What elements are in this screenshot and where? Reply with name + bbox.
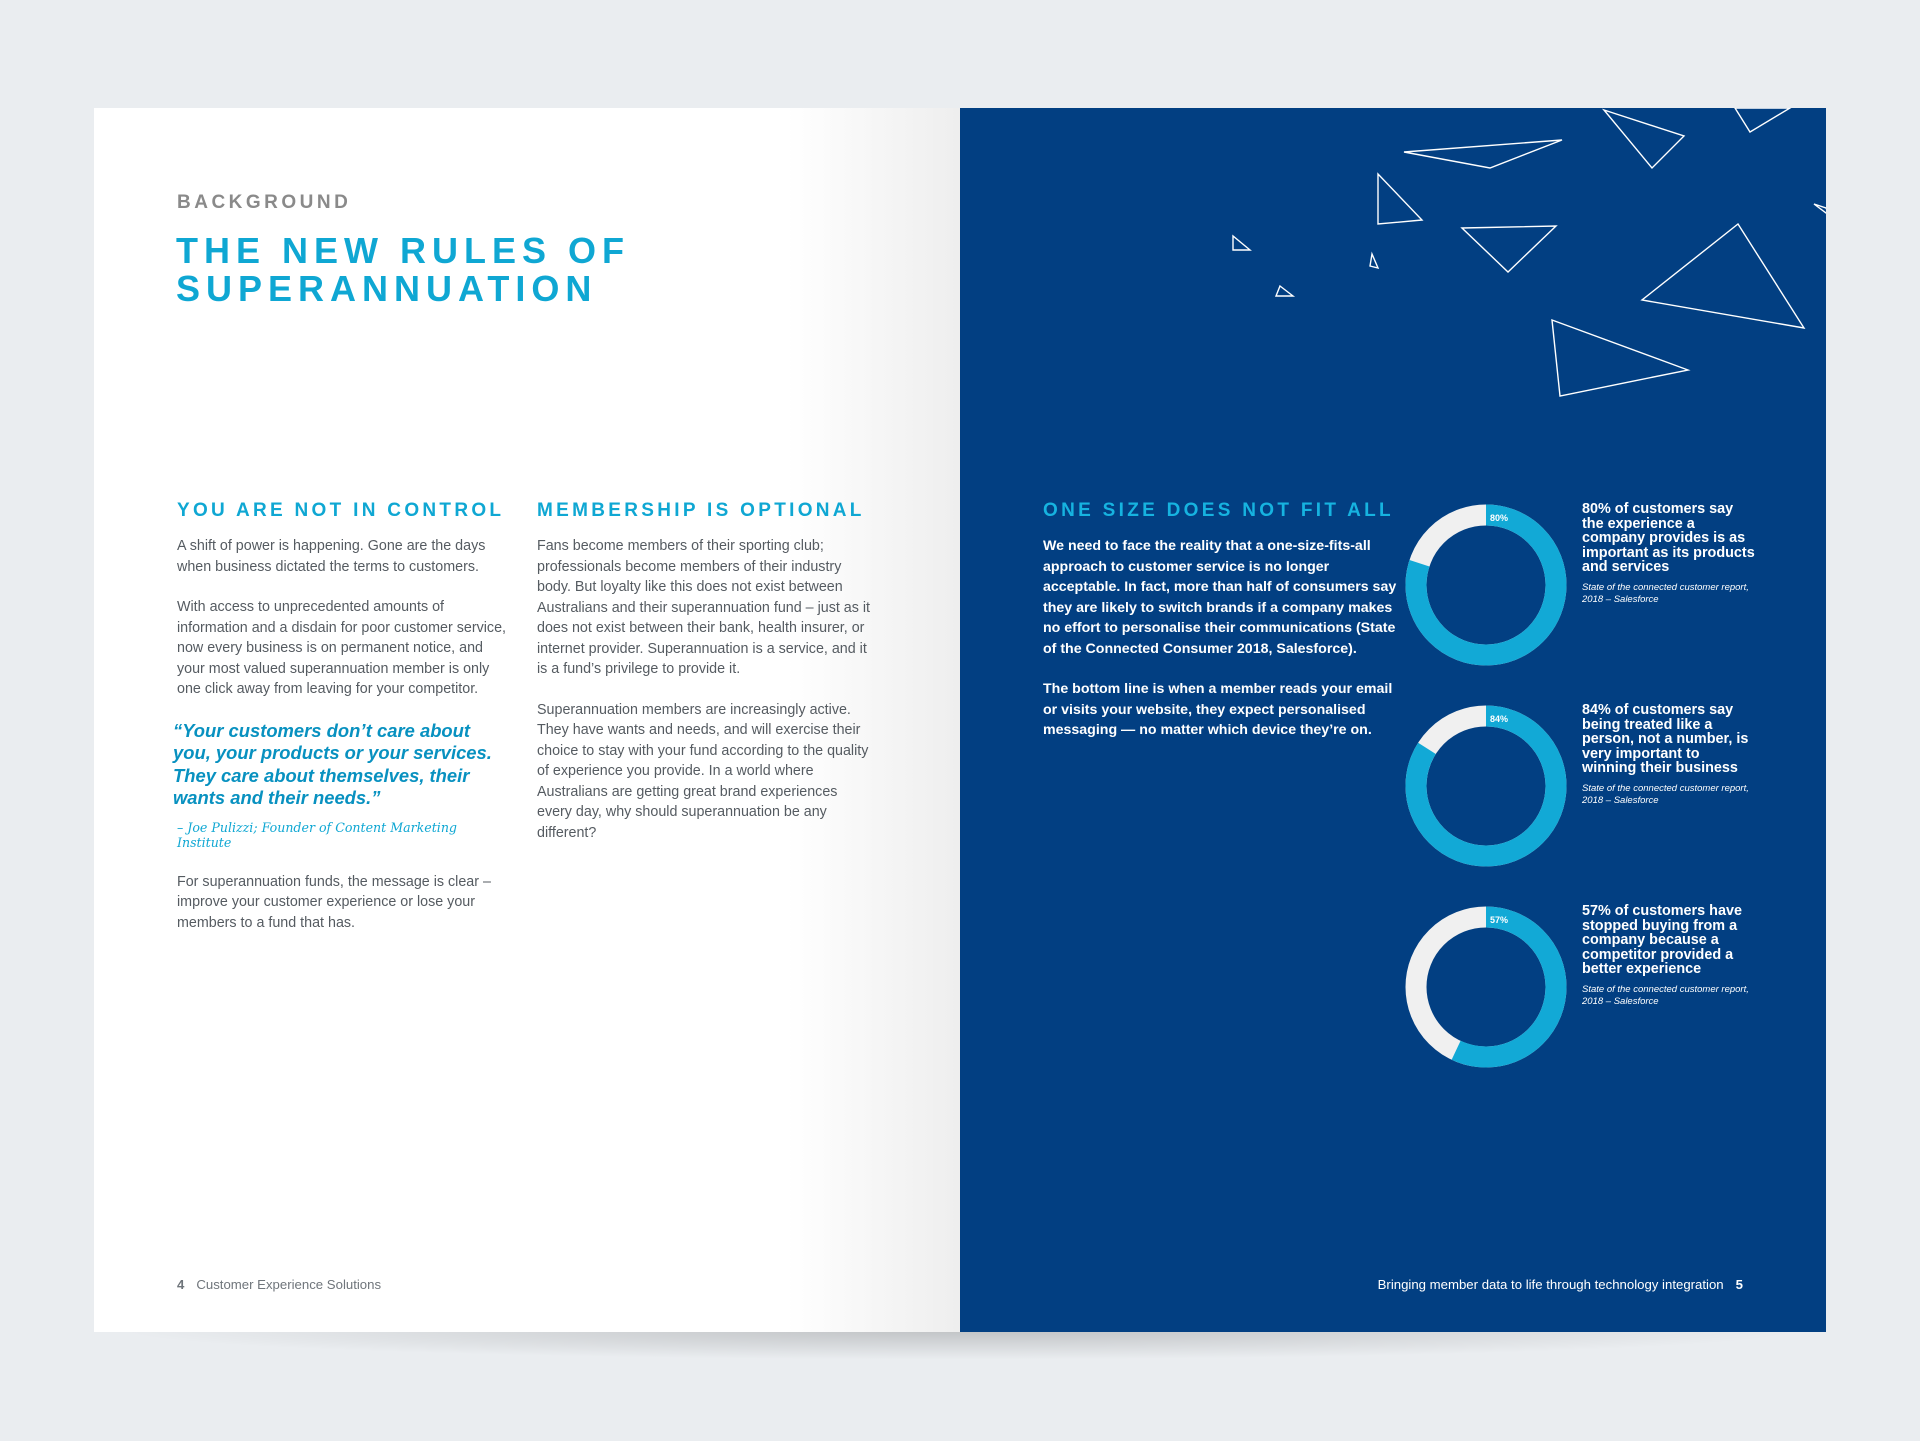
stat-text xyxy=(1582,904,1757,1008)
triangle-shape xyxy=(1735,108,1790,132)
triangle-shape xyxy=(1233,236,1250,250)
column-one-size xyxy=(1043,500,1403,761)
triangle-shape xyxy=(1604,110,1684,168)
triangle-shape xyxy=(1404,140,1562,168)
heading-membership-optional: MEMBERSHIP IS OPTIONAL xyxy=(537,500,865,521)
stat-80 xyxy=(1401,500,1821,670)
triangle-shape xyxy=(1552,320,1688,396)
donut-chart-57 xyxy=(1401,902,1571,1072)
stat-headline: 57% of customers have stopped buying from a company because a competitor provided a better experience xyxy=(1582,903,1742,978)
page-number: 5 xyxy=(1735,1277,1743,1292)
stat-source: State of the connected customer report, 2018 – Salesforce xyxy=(1582,782,1749,806)
triangle-decoration xyxy=(960,108,1826,508)
donut-chart-80 xyxy=(1401,500,1571,670)
stat-57 xyxy=(1401,902,1821,1072)
page-number: 4 xyxy=(177,1277,185,1292)
paragraph: Fans become members of their sporting club; professionals become members of their industry body. But loyalty like this does not exist between Australians and their superannuation fund – just as it does not exist between their bank, health insurer, or internet provider. Superannuation is a service, and it is a fund’s privilege to provide it. xyxy=(537,538,871,677)
column-membership xyxy=(537,500,872,863)
triangle-shape xyxy=(1370,254,1378,268)
right-page xyxy=(960,108,1826,1332)
triangle-shape xyxy=(1642,224,1804,328)
triangle-shape xyxy=(1462,226,1556,272)
donut-label: 57% xyxy=(1490,915,1509,925)
section-eyebrow: BACKGROUND xyxy=(177,192,352,213)
triangle-shape xyxy=(1378,174,1422,224)
paragraph: We need to face the reality that a one-size-fits-all approach to customer service is no longer acceptable. In fact, more than half of consumers say they are likely to switch brands if a company makes no effort to personalise their communications (State of the Connected Consumer 2018, Salesforce). xyxy=(1043,538,1397,657)
donut-chart-84 xyxy=(1401,701,1571,871)
footer-left xyxy=(177,1277,381,1292)
donut-label: 84% xyxy=(1490,714,1509,724)
left-page xyxy=(94,108,960,1332)
pull-quote: “Your customers don’t care about you, your products or your services. They care about themselves, their wants and their needs.” xyxy=(173,719,492,808)
triangle-shape xyxy=(1276,286,1293,296)
stat-text xyxy=(1582,502,1757,606)
footer-right xyxy=(1378,1277,1743,1292)
stat-source: State of the connected customer report, 2018 – Salesforce xyxy=(1582,983,1749,1007)
paragraph: The bottom line is when a member reads your email or visits your website, they expect personalised messaging — no matter which device they’re on. xyxy=(1043,681,1393,738)
paragraph: With access to unprecedented amounts of information and a disdain for poor customer service, now every business is on permanent notice, and your most valued superannuation member is only one click away from leaving for your competitor. xyxy=(177,599,506,697)
heading-not-in-control: YOU ARE NOT IN CONTROL xyxy=(177,500,505,521)
stat-headline: 80% of customers say the experience a company provides is as important as its products and services xyxy=(1582,501,1755,576)
heading-one-size: ONE SIZE DOES NOT FIT ALL xyxy=(1043,500,1394,521)
paragraph: For superannuation funds, the message is clear – improve your customer experience or lose your members to a fund that has. xyxy=(177,873,491,931)
footer-text: Customer Experience Solutions xyxy=(196,1277,382,1292)
paragraph: Superannuation members are increasingly active. They have wants and needs, and will exercise their choice to stay with your fund according to the quality of experience you provide. In a world where Australians are getting great brand experiences every day, why should superannuation be any different? xyxy=(537,701,869,841)
stat-headline: 84% of customers say being treated like a person, not a number, is very important to winning their business xyxy=(1582,702,1749,777)
triangle-shape xyxy=(1814,204,1826,216)
stat-source: State of the connected customer report, 2018 – Salesforce xyxy=(1582,581,1749,605)
stat-text xyxy=(1582,703,1757,807)
donut-label: 80% xyxy=(1490,513,1509,523)
column-control xyxy=(173,500,512,953)
page-title: THE NEW RULES OF SUPERANNUATION xyxy=(176,230,630,309)
quote-attribution: – Joe Pulizzi; Founder of Content Marketing Institute xyxy=(177,819,457,850)
paragraph: A shift of power is happening. Gone are the days when business dictated the terms to customers. xyxy=(177,538,486,575)
stat-84 xyxy=(1401,701,1821,871)
footer-text: Bringing member data to life through technology integration xyxy=(1377,1277,1724,1292)
